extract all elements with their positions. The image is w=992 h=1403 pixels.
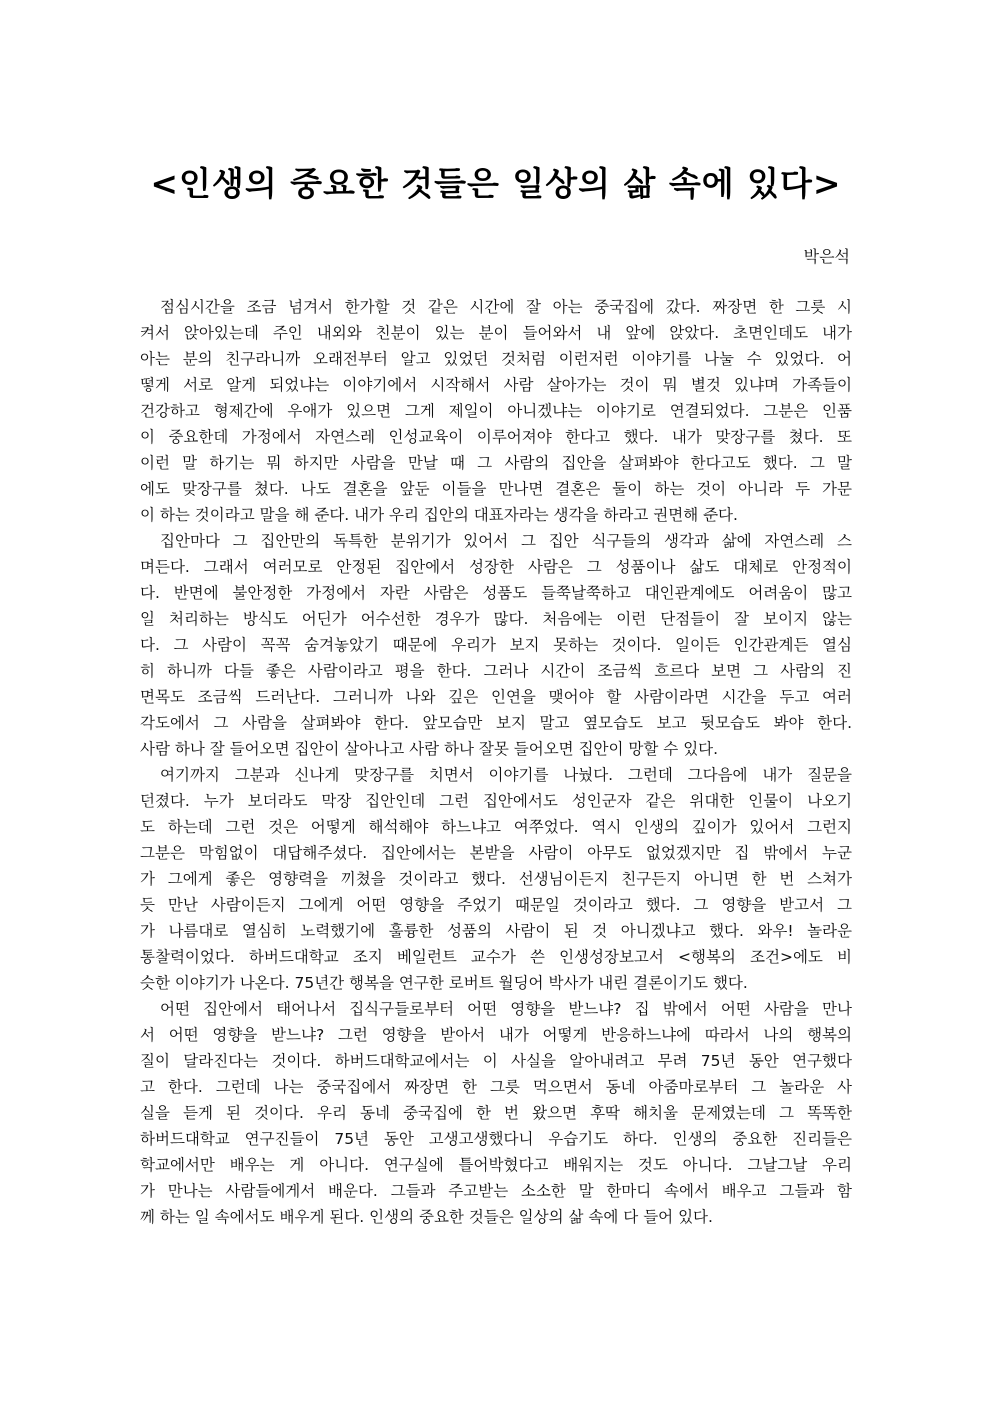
paragraph-line: 가 만나는 사람들에게서 배운다. 그들과 주고받는 소소한 말 한마디 속에서 배우고 그들과 함 [140,1182,852,1200]
document-author: 박은석 [803,247,850,266]
paragraph-line: 아는 분의 친구라니까 오래전부터 알고 있었던 것처럼 이런저런 이야기를 나눌 수 있었다. 어 [140,350,852,368]
paragraph-line: 이 하는 것이라고 말을 해 준다. 내가 우리 집안의 대표자라는 생각을 하라고 권면해 준다. [140,506,738,524]
paragraph [140,528,852,762]
paragraph-line: 점심시간을 조금 넘겨서 한가할 것 같은 시간에 잘 아는 중국집에 갔다. 짜장면 한 그릇 시 [160,298,852,316]
document-body [140,294,852,1230]
paragraph-line: 통찰력이었다. 하버드대학교 조지 베일런트 교수가 쓴 인생성장보고서 <행복의 조건>에도 비 [140,948,852,966]
paragraph-line: 슷한 이야기가 나온다. 75년간 행복을 연구한 로버트 월딩어 박사가 내린 결론이기도 했다. [140,974,748,992]
paragraph-line: 일 처리하는 방식도 어딘가 어수선한 경우가 많다. 처음에는 이런 단점들이 잘 보이지 않는 [140,610,852,628]
paragraph-line: 던졌다. 누가 보더라도 막장 집안인데 그런 집안에서도 성인군자 같은 위대한 인물이 나오기 [140,792,852,810]
paragraph-line: 면목도 조금씩 드러난다. 그러니까 나와 깊은 인연을 맺어야 할 사람이라면 시간을 두고 여러 [140,688,852,706]
paragraph-line: 듯 만난 사람이든지 그에게 어떤 영향을 주었기 때문일 것이라고 했다. 그 영향을 받고서 그 [140,896,852,914]
paragraph-line: 이런 말 하기는 뭐 하지만 사람을 만날 때 그 사람의 집안을 살펴봐야 한다고도 했다. 그 말 [140,454,852,472]
paragraph-line: 도 하는데 그런 것은 어떻게 해석해야 하느냐고 여쭈었다. 역시 인생의 깊이가 있어서 그런지 [140,818,852,836]
paragraph-line: 학교에서만 배우는 게 아니다. 연구실에 틀어박혔다고 배워지는 것도 아니다. 그날그날 우리 [140,1156,852,1174]
paragraph-line: 어떤 집안에서 태어나서 집식구들로부터 어떤 영향을 받느냐? 집 밖에서 어떤 사람을 만나 [160,1000,852,1018]
paragraph-line: 질이 달라진다는 것이다. 하버드대학교에서는 이 사실을 알아내려고 무려 75년 동안 연구했다 [140,1052,852,1070]
paragraph-line: 집안마다 그 집안만의 독특한 분위기가 있어서 그 집안 식구들의 생각과 삶에 자연스레 스 [160,532,852,550]
paragraph-line: 여기까지 그분과 신나게 맞장구를 치면서 이야기를 나눴다. 그런데 그다음에 내가 질문을 [160,766,852,784]
paragraph-line: 떻게 서로 알게 되었냐는 이야기에서 시작해서 사람 살아가는 것이 뭐 별것 있냐며 가족들이 [140,376,852,394]
paragraph-line: 가 그에게 좋은 영향력을 끼쳤을 것이라고 했다. 선생님이든지 친구든지 아니면 한 번 스쳐가 [140,870,852,888]
paragraph-line: 사람 하나 잘 들어오면 집안이 살아나고 사람 하나 잘못 들어오면 집안이 망할 수 있다. [140,740,719,758]
paragraph-line: 켜서 앉아있는데 주인 내외와 친분이 있는 분이 들어와서 내 앞에 앉았다. 초면인데도 내가 [140,324,852,342]
paragraph-line: 하버드대학교 연구진들이 75년 동안 고생고생했다니 우습기도 하다. 인생의 중요한 진리들은 [140,1130,852,1148]
paragraph [140,762,852,996]
paragraph-line: 에도 맞장구를 쳤다. 나도 결혼을 앞둔 이들을 만나면 결혼은 둘이 하는 것이 아니라 두 가문 [140,480,852,498]
paragraph-line: 이 중요한데 가정에서 자연스레 인성교육이 이루어져야 한다고 했다. 내가 맞장구를 쳤다. 또 [140,428,852,446]
paragraph-line: 께 하는 일 속에서도 배우게 된다. 인생의 중요한 것들은 일상의 삶 속에 다 들어 있다. [140,1208,713,1226]
paragraph-line: 며든다. 그래서 여러모로 안정된 집안에서 성장한 사람은 그 성품이나 삶도 대체로 안정적이 [140,558,852,576]
paragraph-line: 가 나름대로 열심히 노력했기에 훌륭한 성품의 사람이 된 것 아니겠냐고 했다. 와우! 놀라운 [140,922,852,940]
document-title: <인생의 중요한 것들은 일상의 삶 속에 있다> [150,164,842,203]
paragraph-line: 각도에서 그 사람을 살펴봐야 한다. 앞모습만 보지 말고 옆모습도 보고 뒷모습도 봐야 한다. [140,714,852,732]
paragraph-line: 실을 듣게 된 것이다. 우리 동네 중국집에 한 번 왔으면 후딱 해치울 문제였는데 그 똑똑한 [140,1104,852,1122]
paragraph [140,294,852,528]
paragraph-line: 고 한다. 그런데 나는 중국집에서 짜장면 한 그릇 먹으면서 동네 아줌마로부터 그 놀라운 사 [140,1078,852,1096]
paragraph-line: 건강하고 형제간에 우애가 있으면 그게 제일이 아니겠냐는 이야기로 연결되었다. 그분은 인품 [140,402,852,420]
paragraph-line: 다. 반면에 불안정한 가정에서 자란 사람은 성품도 들쭉날쭉하고 대인관계에도 어려움이 많고 [140,584,852,602]
paragraph [140,996,852,1230]
paragraph-line: 그분은 막힘없이 대답해주셨다. 집안에서는 본받을 사람이 아무도 없었겠지만 집 밖에서 누군 [140,844,852,862]
paragraph-line: 다. 그 사람이 꼭꼭 숨겨놓았기 때문에 우리가 보지 못하는 것이다. 일이든 인간관계든 열심 [140,636,852,654]
paragraph-line: 서 어떤 영향을 받느냐? 그런 영향을 받아서 내가 어떻게 반응하느냐에 따라서 나의 행복의 [140,1026,852,1044]
paragraph-line: 히 하니까 다들 좋은 사람이라고 평을 한다. 그러나 시간이 조금씩 흐르다 보면 그 사람의 진 [140,662,852,680]
